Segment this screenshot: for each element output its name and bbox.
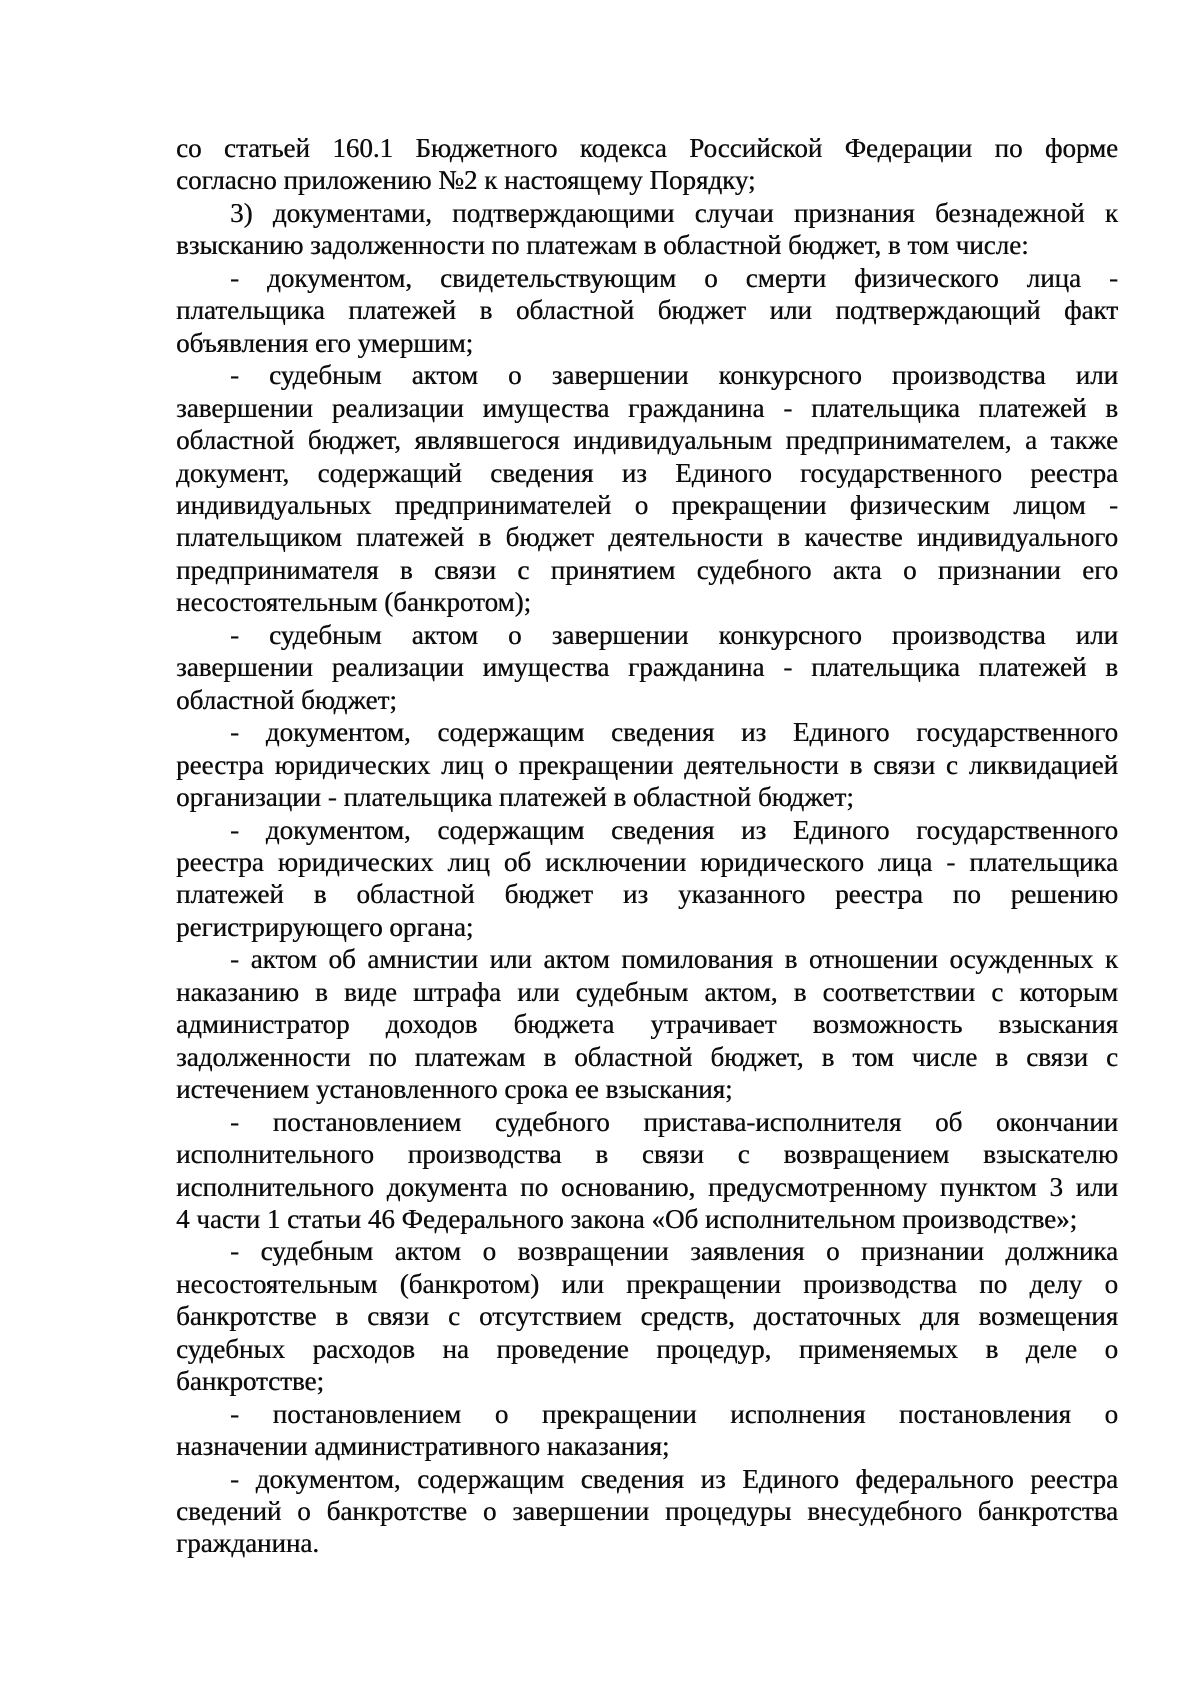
- text-line: 4 части 1 статьи 46 Федерального закона «Об исполнительном производстве»;: [176, 1203, 1078, 1234]
- paragraph: [176, 1235, 1118, 1397]
- text-line: плательщиком платежей в бюджет деятельности в качестве индивидуального: [176, 522, 1118, 553]
- text-line: - судебным актом о завершении конкурсного производства или: [230, 619, 1118, 650]
- text-line: администратор доходов бюджета утрачивает возможность взыскания: [176, 1009, 1118, 1040]
- text-line: - судебным актом о возвращении заявления о признании должника: [230, 1236, 1118, 1267]
- paragraph: [176, 1398, 1118, 1463]
- text-line: наказанию в виде штрафа или судебным актом, в соответствии с которым: [176, 976, 1118, 1007]
- text-line: предпринимателя в связи с принятием судебного акта о признании его: [176, 554, 1118, 585]
- paragraph: [176, 1106, 1118, 1236]
- paragraph: [176, 262, 1118, 359]
- text-line: - документом, содержащим сведения из Единого государственного: [230, 814, 1118, 845]
- text-line: сведений о банкротстве о завершении процедуры внесудебного банкротства: [176, 1496, 1118, 1527]
- text-line: задолженности по платежам в областной бюджет, в том числе в связи с: [176, 1041, 1118, 1072]
- paragraph: [176, 1463, 1118, 1560]
- text-line: регистрирующего органа;: [176, 911, 474, 942]
- text-line: 3) документами, подтверждающими случаи признания безнадежной к: [230, 197, 1118, 228]
- text-line: несостоятельным (банкротом) или прекращении производства по делу о: [176, 1268, 1118, 1299]
- text-line: назначении административного наказания;: [176, 1431, 670, 1462]
- text-line: - документом, свидетельствующим о смерти физического лица -: [230, 262, 1118, 293]
- text-line: - постановлением о прекращении исполнения постановления о: [230, 1398, 1118, 1429]
- paragraph: [176, 814, 1118, 944]
- text-line: областной бюджет;: [176, 684, 397, 715]
- text-line: плательщика платежей в областной бюджет или подтверждающий факт: [176, 295, 1118, 326]
- text-line: - документом, содержащим сведения из Единого государственного: [230, 717, 1118, 748]
- text-line: организации - плательщика платежей в областной бюджет;: [176, 782, 854, 813]
- text-line: областной бюджет, являвшегося индивидуальным предпринимателем, а также: [176, 425, 1118, 456]
- text-line: - документом, содержащим сведения из Единого федерального реестра: [230, 1463, 1118, 1494]
- text-line: со статьей 160.1 Бюджетного кодекса Российской Федерации по форме: [176, 133, 1118, 163]
- text-line: реестра юридических лиц о прекращении деятельности в связи с ликвидацией: [176, 749, 1118, 780]
- paragraph: [176, 716, 1118, 813]
- paragraph: [176, 132, 1118, 197]
- text-line: завершении реализации имущества гражданина - плательщика платежей в: [176, 392, 1118, 423]
- text-line: согласно приложению №2 к настоящему Порядку;: [176, 165, 756, 196]
- text-line: завершении реализации имущества гражданина - плательщика платежей в: [176, 652, 1118, 683]
- document-text: [176, 132, 1118, 1560]
- text-line: истечением установленного срока ее взыскания;: [176, 1074, 733, 1105]
- text-line: индивидуальных предпринимателей о прекращении физическим лицом -: [176, 489, 1118, 520]
- paragraph: [176, 619, 1118, 716]
- text-line: платежей в областной бюджет из указанного реестра по решению: [176, 879, 1118, 910]
- text-line: - судебным актом о завершении конкурсного производства или: [230, 360, 1118, 391]
- text-line: исполнительного документа по основанию, предусмотренному пунктом 3 или: [176, 1171, 1118, 1202]
- text-line: - актом об амнистии или актом помилования в отношении осужденных к: [230, 944, 1118, 975]
- text-line: несостоятельным (банкротом);: [176, 587, 532, 618]
- text-line: банкротстве в связи с отсутствием средств, достаточных для возмещения: [176, 1301, 1118, 1332]
- text-line: документ, содержащий сведения из Единого государственного реестра: [176, 457, 1118, 488]
- text-line: гражданина.: [176, 1528, 320, 1559]
- paragraph: [176, 197, 1118, 262]
- text-line: судебных расходов на проведение процедур, применяемых в деле о: [176, 1333, 1118, 1364]
- text-line: исполнительного производства в связи с возвращением взыскателю: [176, 1139, 1118, 1170]
- text-line: банкротстве;: [176, 1366, 324, 1397]
- text-line: взысканию задолженности по платежам в областной бюджет, в том числе:: [176, 230, 1029, 261]
- paragraph: [176, 943, 1118, 1105]
- text-line: - постановлением судебного пристава-исполнителя об окончании: [230, 1106, 1118, 1137]
- text-line: реестра юридических лиц об исключении юридического лица - плательщика: [176, 846, 1118, 877]
- text-line: объявления его умершим;: [176, 327, 474, 358]
- paragraph: [176, 359, 1118, 619]
